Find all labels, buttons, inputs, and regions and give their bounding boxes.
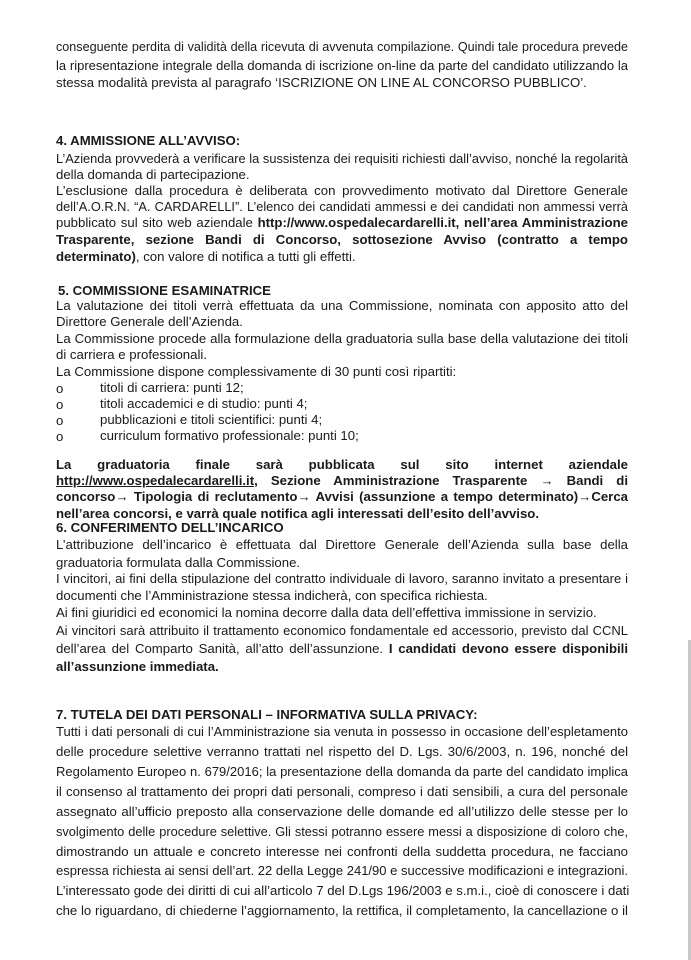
s4-line-5-text: pubblicato sul sito web aziendale — [56, 215, 258, 230]
s4-line-7 — [56, 248, 628, 265]
list-bullet: o — [56, 381, 64, 396]
s7-line-9: L’interessato gode dei diritti di cui all’articolo 7 del D.Lgs 196/2003 e s.m.i., cioè di conoscere i dati — [56, 883, 630, 898]
s4-line-6: Trasparente, sezione Bandi di Concorso, sottosezione Avviso (contratto a tempo — [56, 232, 628, 247]
s4-line-1: L’Azienda provvederà a verificare la sussistenza dei requisiti richiesti dall’avviso, nonché la regolarità — [56, 151, 628, 166]
section-7-title: 7. TUTELA DEI DATI PERSONALI – INFORMATIVA SULLA PRIVACY: — [56, 707, 478, 722]
s5-notice-line-2 — [56, 472, 628, 489]
s7-line-6: svolgimento delle procedure selettive. Gli stessi potranno essere messi a disposizione di coloro che, — [56, 824, 628, 839]
s6-line-1: L’attribuzione dell’incarico è effettuata dal Direttore Generale dell’Azienda sulla base della — [56, 537, 628, 552]
s5-line-5: La Commissione dispone complessivamente di 30 punti così ripartiti: — [56, 364, 457, 379]
s6-line-4: documenti che l’Amministrazione stessa indicherà, con specifica richiesta. — [56, 588, 488, 603]
list-item: curriculum formativo professionale: punti 10; — [100, 428, 359, 443]
s5-notice-line-4: nell’area concorsi, e varrà quale notifica agli interessati dell’esito dell’avviso. — [56, 506, 540, 521]
s4-line-2: della domanda di partecipazione. — [56, 167, 250, 182]
s5-notice-line-2-text: , Sezione Amministrazione Trasparente → Bandi di — [254, 473, 628, 488]
s6-line-8: all’assunzione immediata. — [56, 659, 219, 674]
s6-line-7-bold: I candidati devono essere disponibili — [388, 641, 628, 656]
s4-line-3: L’esclusione dalla procedura è deliberata con provvedimento motivato dal Direttore Generale — [56, 183, 628, 198]
s5-notice-line-1: La graduatoria finale sarà pubblicata sul sito internet aziendale — [56, 457, 628, 472]
s7-line-10: che lo riguardano, di chiederne l’aggiornamento, la rettifica, il completamento, la cancellazione o il — [56, 903, 628, 918]
s6-line-5: Ai fini giuridici ed economici la nomina decorre dalla data dell’effettiva immissione in servizio. — [56, 605, 597, 620]
s7-line-5: assegnato all’ufficio preposto alla conservazione delle domande ed all’utilizzo delle stesse per lo — [56, 804, 628, 819]
section-5-title: 5. COMMISSIONE ESAMINATRICE — [58, 283, 271, 298]
s4-line-5 — [56, 214, 628, 231]
s4-line-7-bold: determinato) — [56, 249, 136, 264]
s7-line-8: espressa richiesta ai sensi dell’art. 22 della Legge 241/90 e successive modificazioni e integrazioni. — [56, 863, 628, 878]
s6-line-2: graduatoria formulata dalla Commissione. — [56, 555, 301, 570]
list-bullet: o — [56, 429, 64, 444]
s6-line-7 — [56, 640, 628, 657]
list-item: titoli accademici e di studio: punti 4; — [100, 396, 308, 411]
s5-link-url[interactable]: http://www.ospedalecardarelli.it — [56, 473, 255, 488]
s5-line-3: La Commissione procede alla formulazione della graduatoria sulla base della valutazione dei titoli — [56, 331, 628, 346]
s6-line-7-text: dell’area del Comparto Sanità, all’atto dell’assunzione. — [56, 641, 389, 656]
list-bullet: o — [56, 397, 64, 412]
intro-line-3: stessa modalità prevista al paragrafo ‘ISCRIZIONE ON LINE AL CONCORSO PUBBLICO’. — [56, 75, 587, 90]
s7-line-1: Tutti i dati personali di cui l’Amministrazione sia venuta in possesso in occasione dell’espletamento — [56, 724, 628, 739]
s7-line-2: delle procedure selettive verranno trattati nel rispetto del D. Lgs. 30/6/2003, n. 196, nonché del — [56, 744, 628, 759]
s7-line-7: dimostrando un attuale e concreto interesse nei confronti della suddetta procedura, ne facciano — [56, 844, 628, 859]
s4-link-url[interactable]: http://www.ospedalecardarelli.it, nell’area Amministrazione — [257, 215, 628, 230]
s5-line-1: La valutazione dei titoli verrà effettuata da una Commissione, nominata con apposito atto del — [56, 298, 628, 313]
s6-line-6: Ai vincitori sarà attribuito il trattamento economico fondamentale ed accessorio, previsto dal CCNL — [56, 623, 628, 638]
s7-line-3: Regolamento Europeo n. 679/2016; la presentazione della domanda da parte del candidato implica — [56, 764, 628, 779]
intro-line-2: la ripresentazione integrale della domanda di iscrizione on-line da parte del candidato utilizzando la — [56, 58, 628, 73]
s4-line-7-text: , con valore di notifica a tutti gli effetti. — [135, 249, 356, 264]
s4-line-4: dell’A.O.R.N. “A. CARDARELLI”. L’elenco dei candidati ammessi e dei candidati non ammessi verrà — [56, 199, 628, 214]
s6-line-3: I vincitori, ai fini della stipulazione del contratto individuale di lavoro, saranno invitato a presentare i — [56, 571, 628, 586]
list-bullet: o — [56, 413, 64, 428]
list-item: pubblicazioni e titoli scientifici: punti 4; — [100, 412, 323, 427]
list-item: titoli di carriera: punti 12; — [100, 380, 244, 395]
section-6-title: 6. CONFERIMENTO DELL’INCARICO — [56, 520, 284, 535]
s5-notice-line-3: concorso→ Tipologia di reclutamento→ Avvisi (assunzione a tempo determinato)→Cerca — [56, 489, 628, 504]
s5-line-2: Direttore Generale dell’Azienda. — [56, 314, 243, 329]
s5-line-4: di carriera e professionali. — [56, 347, 207, 362]
intro-line-1: conseguente perdita di validità della ricevuta di avvenuta compilazione. Quindi tale procedura prevede — [56, 40, 628, 54]
section-4-title: 4. AMMISSIONE ALL’AVVISO: — [56, 133, 241, 148]
s7-line-4: il consenso al trattamento dei propri dati personali, compreso i dati sensibili, a cura del personale — [56, 784, 628, 799]
